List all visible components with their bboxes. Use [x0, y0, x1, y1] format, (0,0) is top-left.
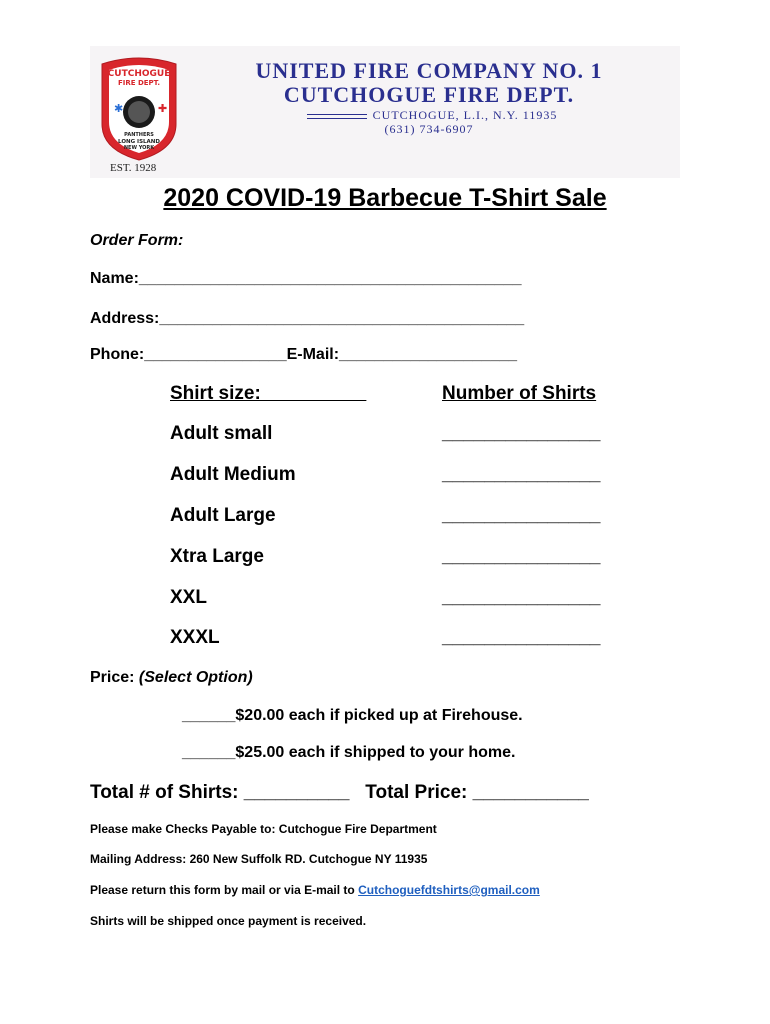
totals-row: [90, 782, 589, 804]
badge-bottom-text-2: NEW YORK: [123, 145, 155, 151]
size-label: XXXL: [170, 627, 220, 648]
size-label: XXL: [170, 587, 207, 608]
return-email-link[interactable]: Cutchoguefdtshirts@gmail.com: [358, 883, 540, 897]
size-label: Xtra Large: [170, 546, 264, 567]
shipping-note: Shirts will be shipped once payment is received.: [90, 914, 367, 928]
shirt-size-header: Shirt size:: [170, 383, 367, 404]
size-quantity-blank[interactable]: _______________: [442, 587, 601, 608]
price-label: Price:: [90, 669, 139, 686]
mailing-address-note: Mailing Address: 260 New Suffolk RD. Cutchogue NY 11935: [90, 852, 428, 866]
size-quantity-blank[interactable]: _______________: [442, 505, 601, 526]
checks-payable-note: Please make Checks Payable to: Cutchogue Fire Department: [90, 822, 437, 836]
size-label: Adult Large: [170, 505, 276, 526]
page-title: 2020 COVID-19 Barbecue T-Shirt Sale: [163, 184, 607, 212]
badge-bottom-text-1: LONG ISLAND: [118, 139, 160, 145]
location-line: [178, 108, 680, 123]
return-note-text: Please return this form by mail or via E-mail to: [90, 883, 359, 897]
total-shirts-field[interactable]: Total # of Shirts: __________: [90, 782, 350, 803]
size-quantity-blank[interactable]: _______________: [442, 423, 601, 444]
location-text: CUTCHOGUE, L.I., N.Y. 11935: [372, 108, 558, 122]
established-year: EST. 1928: [110, 162, 157, 174]
maltese-cross-icon: ✚: [158, 102, 168, 115]
price-hint: (Select Option): [138, 669, 253, 686]
phone-field[interactable]: Phone:________________: [90, 346, 287, 363]
size-label: Adult Medium: [170, 464, 296, 485]
badge-mascot-text: PANTHERS: [124, 132, 154, 138]
total-price-field[interactable]: Total Price: ___________: [365, 782, 589, 803]
address-field[interactable]: Address:_________________________________________: [90, 310, 525, 327]
department-name: CUTCHOGUE FIRE DEPT.: [283, 82, 575, 107]
size-quantity-blank[interactable]: _______________: [442, 464, 601, 485]
return-note: [90, 883, 540, 897]
contact-row: [90, 346, 517, 364]
price-row: [90, 669, 253, 687]
badge-sub-text: FIRE DEPT.: [117, 79, 161, 87]
size-quantity-blank[interactable]: _______________: [442, 546, 601, 567]
star-of-life-icon: ✱: [114, 102, 124, 115]
company-name: UNITED FIRE COMPANY NO. 1: [255, 58, 603, 83]
phone-number: (631) 734-6907: [384, 122, 474, 136]
letterhead: [90, 46, 680, 178]
email-field[interactable]: E-Mail:____________________: [286, 346, 518, 363]
size-quantity-blank[interactable]: _______________: [442, 627, 601, 648]
name-field[interactable]: Name:___________________________________________: [90, 270, 522, 287]
number-of-shirts-header: Number of Shirts: [442, 383, 597, 404]
badge-top-text: CUTCHOGUE: [107, 69, 171, 79]
price-option-pickup[interactable]: ______$20.00 each if picked up at Firehouse.: [182, 707, 523, 724]
size-label: Adult small: [170, 423, 273, 444]
order-form-label: Order Form:: [90, 232, 184, 249]
rule-left: [307, 114, 367, 119]
price-option-shipped[interactable]: ______$25.00 each if shipped to your home.: [182, 744, 516, 761]
